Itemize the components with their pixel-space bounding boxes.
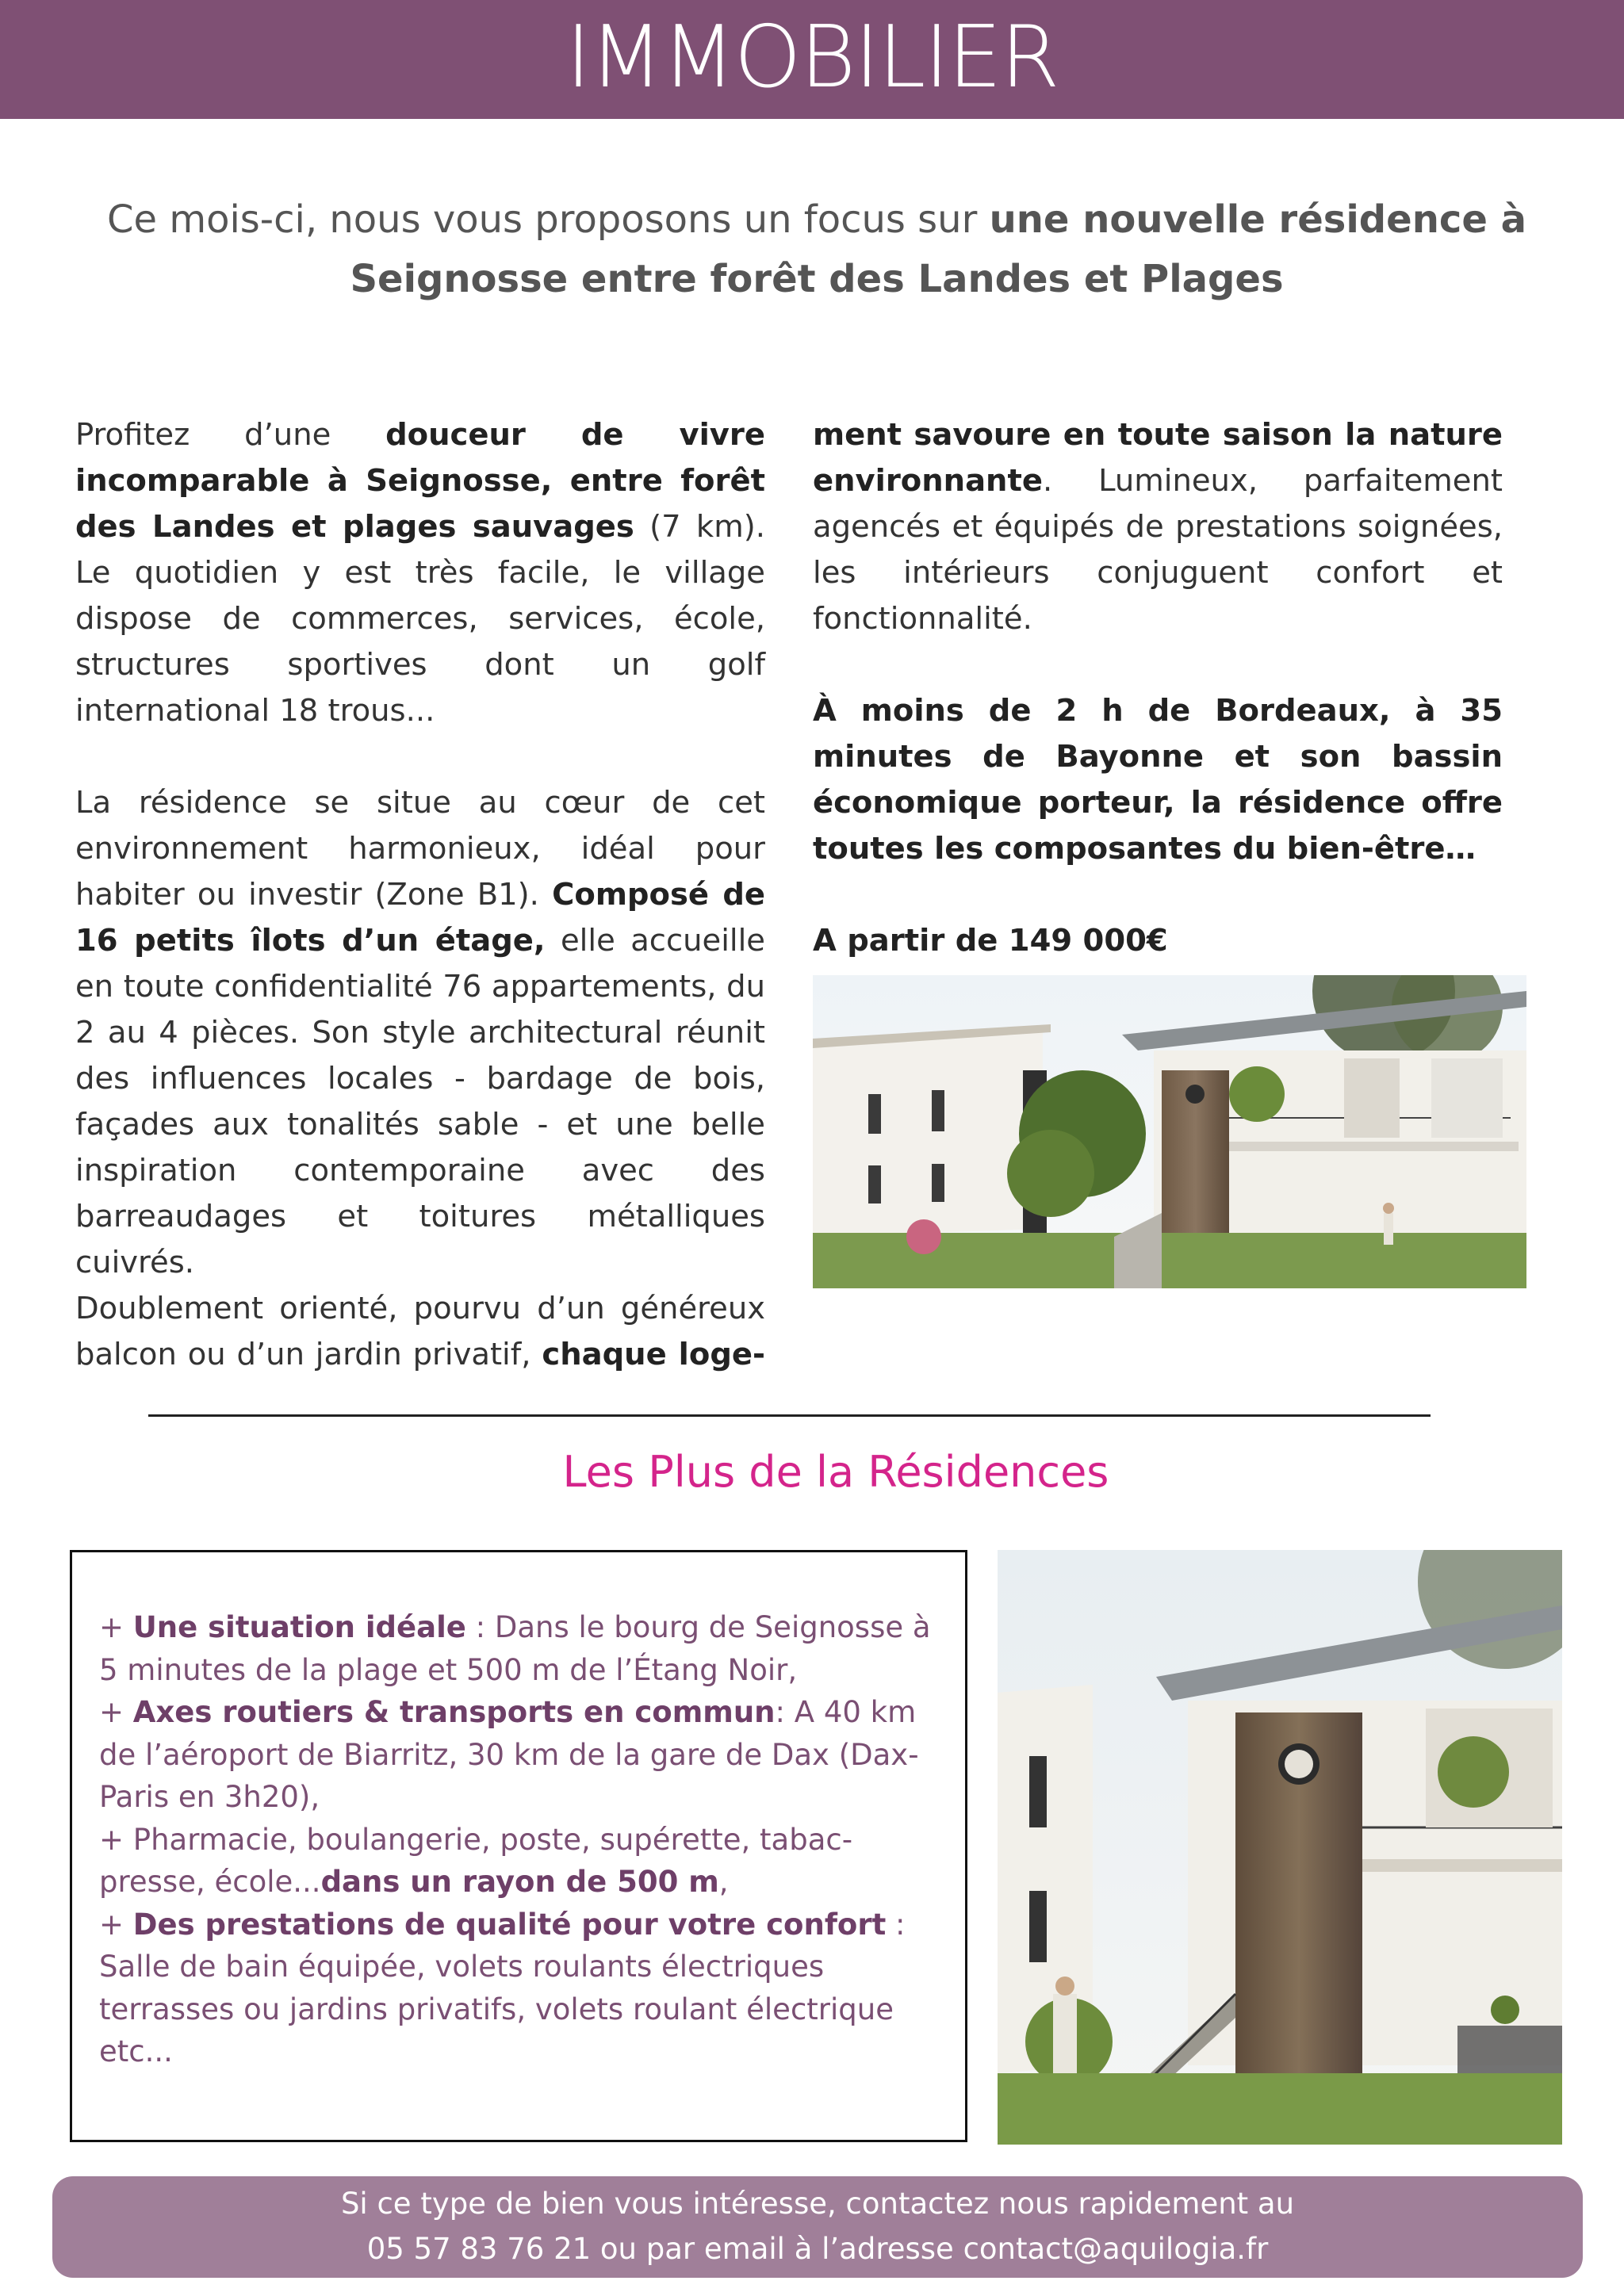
article-bold: douceur de vivre incomparable à Seignosse, entre forêt des Landes et plages sauvages [75,417,765,545]
plus-box [70,1550,967,2142]
article-paragraph-4 [813,688,1503,872]
article-paragraph-1 [75,412,765,734]
article-column-right [813,412,1503,964]
section-divider [148,1414,1431,1417]
article-text: Doublement orienté, pourvu d’un généreux balcon ou d’un jardin privatif, [75,1291,765,1372]
header-band [0,0,1624,119]
plus-item [99,1819,940,1904]
article-bold: À moins de 2 h de Bordeaux, à 35 minutes de Bayonne et son bassin économique porteur, la résidence offre toutes les composantes du bien-être… [813,693,1503,867]
plus-item-prefix: + [99,1610,133,1644]
article-bold: Composé de 16 petits îlots d’un étage, [75,877,765,959]
plus-item-prefix: + [99,1695,133,1729]
plus-section-title: Les Plus de la Résidences [562,1447,1109,1497]
article-paragraph-3-continued [813,412,1503,642]
plus-item-text: : Salle de bain équipée, volets roulants électriques terrasses ou jardins privatifs, volets roulant électrique etc... [99,1907,906,2068]
plus-item-bold: dans un rayon de 500 m [320,1865,719,1899]
plus-item-bold: Une situation idéale [132,1610,466,1644]
price-text: A partir de 149 000€ [813,923,1168,959]
plus-item-text: , [718,1865,729,1899]
intro-heading [71,190,1562,309]
article-paragraph-2 [75,780,765,1286]
plus-item [99,1904,940,2073]
plus-item-bold: Des prestations de qualité pour votre confort [132,1907,887,1942]
contact-footer [52,2176,1583,2278]
plus-item [99,1691,940,1819]
plus-item [99,1606,940,1691]
intro-lead: Ce mois-ci, nous vous proposons un focus sur [107,197,990,242]
residence-photo-detail [998,1550,1562,2145]
plus-item-prefix: + Pharmacie, boulangerie, poste, supérette, tabac-presse, école... [99,1822,853,1899]
article-text: Profitez d’une [75,417,386,453]
plus-item-bold: Axes routiers & transports en commun [132,1695,776,1729]
plus-item-prefix: + [99,1907,133,1942]
footer-line-2: 05 57 83 76 21 ou par email à l’adresse contact@aquilogia.fr [366,2232,1269,2266]
plus-item-text: : Dans le bourg de Seignosse à 5 minutes de la plage et 500 m de l’Étang Noir, [99,1610,931,1687]
footer-line-1: Si ce type de bien vous intéresse, contactez nous rapidement au [340,2187,1295,2221]
article-paragraph-3-start [75,1286,765,1378]
plus-item-text: : A 40 km de l’aéroport de Biarritz, 30 km de la gare de Dax (Dax-Paris en 3h20), [99,1695,919,1814]
intro-bold: une nouvelle résidence à Seignosse entre forêt des Landes et Plages [350,197,1526,301]
article-bold: ment savoure en toute saison la nature environnante [813,417,1503,499]
article-text: elle accueille en toute confidentialité 76 appartements, du 2 au 4 pièces. Son style architectural réunit des influences locales - bardage de bois, façades aux tonalités sable - et une belle inspiration contemporaine avec des barreaudages et toitures métalliques cuivrés. [75,923,765,1280]
article-column-left [75,412,765,1378]
price [813,918,1503,964]
article-text: La résidence se situe au cœur de cet environnement harmonieux, idéal pour habiter ou investir (Zone B1). [75,785,765,913]
plus-list [99,1606,940,2073]
page-title: IMMOBILIER [565,8,1059,107]
article-text: (7 km). Le quotidien y est très facile, le village dispose de commerces, services, école, structures sportives dont un golf international 18 trous... [75,509,765,729]
article-text: . Lumineux, parfaitement agencés et équipés de prestations soignées, les intérieurs conjuguent confort et fonctionnalité. [813,463,1503,637]
article-bold: chaque loge- [542,1337,765,1372]
residence-photo [813,975,1526,1288]
